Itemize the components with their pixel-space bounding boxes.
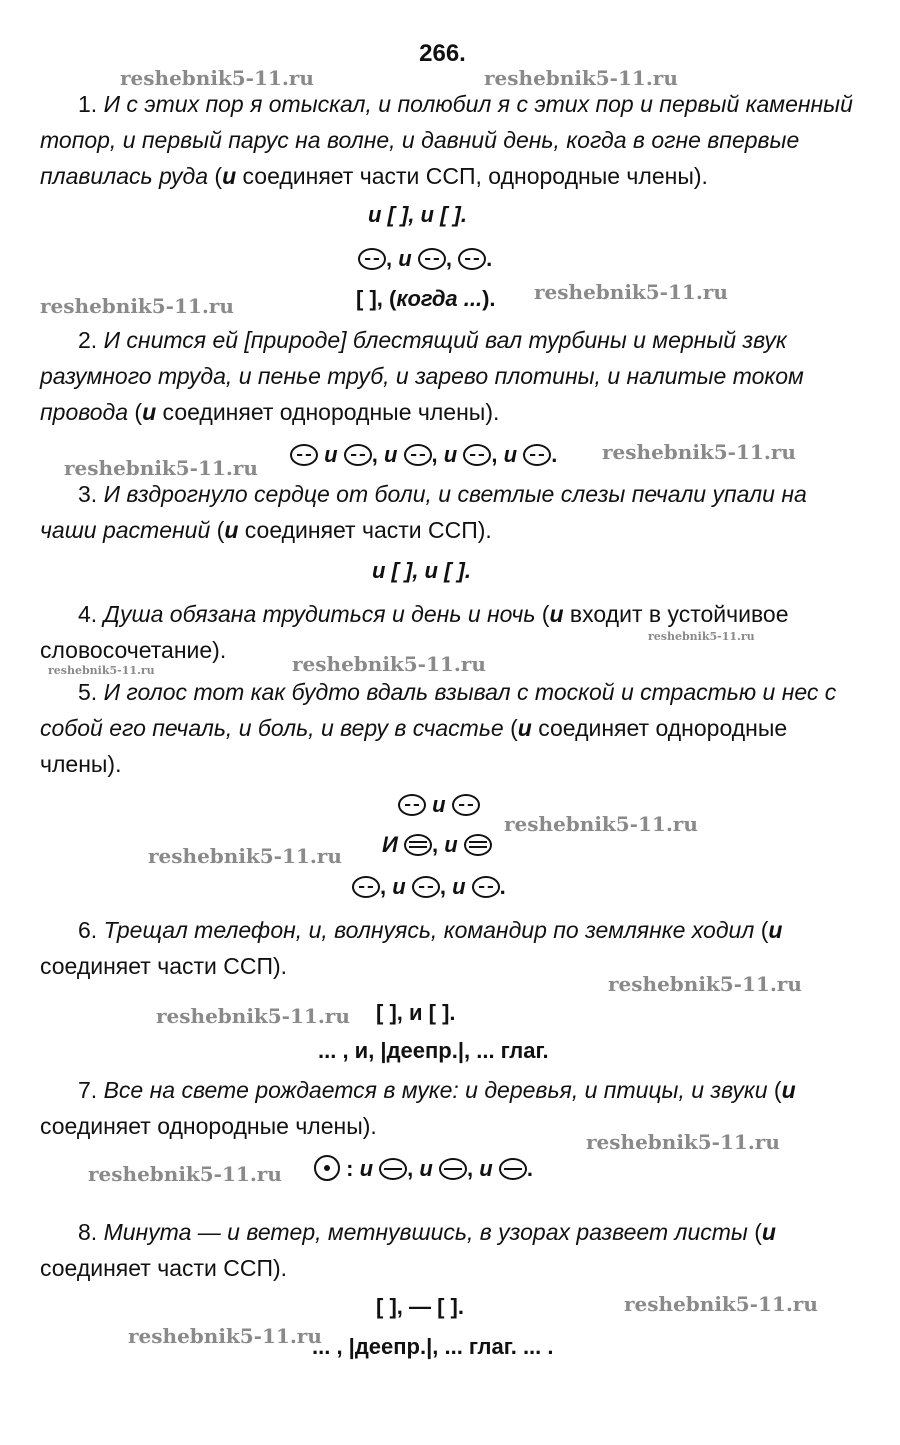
sentence-number: 7.	[78, 1077, 98, 1103]
note-open: (	[208, 163, 223, 189]
oval-dashed	[418, 248, 446, 270]
scheme-2-ovals: и , и , и , и .	[290, 440, 557, 470]
sentence-3	[40, 476, 855, 548]
oval-double-line	[404, 834, 432, 856]
note-text: соединяет однородные члены).	[40, 1113, 377, 1139]
oval-dashed	[472, 876, 500, 898]
sentence-number: 1.	[78, 91, 98, 117]
oval-dashed	[458, 248, 486, 270]
watermark: reshebnik5-11.ru	[64, 456, 258, 480]
watermark: reshebnik5-11.ru	[504, 812, 698, 836]
watermark: reshebnik5-11.ru	[292, 652, 486, 676]
watermark: reshebnik5-11.ru	[128, 1324, 322, 1348]
scheme-1-ovals: , и , .	[358, 244, 492, 274]
note-conj: и	[222, 163, 237, 189]
watermark: reshebnik5-11.ru	[484, 66, 678, 90]
watermark: reshebnik5-11.ru	[624, 1292, 818, 1316]
note-conj: и	[517, 715, 532, 741]
sentence-text: Все на свете рождается в муке: и деревья, и птицы, и звуки	[103, 1077, 768, 1103]
watermark: reshebnik5-11.ru	[648, 630, 755, 643]
watermark: reshebnik5-11.ru	[120, 66, 314, 90]
oval-dashed	[352, 876, 380, 898]
oval-dashed	[344, 444, 372, 466]
sentence-number: 5.	[78, 679, 98, 705]
scheme-5-top: и	[398, 790, 480, 820]
watermark: reshebnik5-11.ru	[48, 664, 155, 677]
sentence-text: И снится ей [природе] блестящий вал турбины и мерный звук разумного труда, и пенье труб, и зарево плотины, и налитые током провода	[40, 327, 804, 425]
note-text: входит в устойчивое словосочетание).	[40, 601, 789, 663]
sentence-4	[40, 596, 855, 668]
note-conj: и	[768, 917, 783, 943]
note-open: (	[747, 1219, 762, 1245]
sentence-number: 8.	[78, 1219, 98, 1245]
scheme-1-brackets: и [ ], и [ ].	[368, 202, 467, 227]
note-open: (	[754, 917, 769, 943]
watermark: reshebnik5-11.ru	[586, 1130, 780, 1154]
watermark: reshebnik5-11.ru	[88, 1162, 282, 1186]
general-word-circle-icon	[314, 1155, 340, 1181]
note-text: соединяет части ССП).	[40, 953, 288, 979]
sentence-text: Душа обязана трудиться и день и ночь	[103, 601, 536, 627]
sentence-number: 3.	[78, 481, 98, 507]
oval-subject	[439, 1158, 467, 1180]
note-conj: и	[224, 517, 239, 543]
watermark: reshebnik5-11.ru	[534, 280, 728, 304]
note-text: соединяет части ССП, однородные члены).	[236, 163, 708, 189]
sentence-text: Минута — и ветер, метнувшись, в узорах развеет листы	[103, 1219, 748, 1245]
exercise-number: 266.	[419, 40, 466, 67]
oval-dashed	[404, 444, 432, 466]
scheme-8-structure: ... , |деепр.|, ... глаг. ... .	[312, 1334, 554, 1359]
watermark: reshebnik5-11.ru	[156, 1004, 350, 1028]
sentence-7	[40, 1072, 855, 1144]
note-open: (	[128, 399, 143, 425]
note-conj: и	[781, 1077, 796, 1103]
oval-dashed	[358, 248, 386, 270]
sentence-text: И вздрогнуло сердце от боли, и светлые слезы печали упали на чаши растений	[40, 481, 807, 543]
note-open: (	[767, 1077, 782, 1103]
watermark: reshebnik5-11.ru	[40, 294, 234, 318]
oval-dashed	[398, 794, 426, 816]
note-open: (	[210, 517, 225, 543]
oval-double-line	[464, 834, 492, 856]
sentence-text: И с этих пор я отыскал, и полюбил я с этих пор и первый каменный топор, и первый парус на волне, и давний день, когда в огне впервые плавилась руда	[40, 91, 853, 189]
sentence-number: 4.	[78, 601, 98, 627]
scheme-6-brackets: [ ], и [ ].	[376, 1000, 456, 1025]
oval-dashed	[412, 876, 440, 898]
note-open: (	[535, 601, 550, 627]
sentence-6	[40, 912, 855, 984]
sentence-1	[40, 86, 855, 194]
note-text: соединяет однородные члены).	[156, 399, 500, 425]
sentence-number: 2.	[78, 327, 98, 353]
note-open: (	[503, 715, 518, 741]
sentence-text: Трещал телефон, и, волнуясь, командир по землянке ходил	[103, 917, 755, 943]
scheme-3-brackets: и [ ], и [ ].	[372, 558, 471, 583]
sentence-5	[40, 674, 855, 782]
oval-subject	[379, 1158, 407, 1180]
scheme-8-brackets: [ ], — [ ].	[376, 1294, 464, 1319]
scheme-1-clause: [ ], (когда ...).	[356, 286, 496, 311]
watermark: reshebnik5-11.ru	[608, 972, 802, 996]
scheme-6-structure: ... , и, |деепр.|, ... глаг.	[318, 1038, 549, 1063]
oval-dashed	[463, 444, 491, 466]
scheme-5-bottom: , и , и .	[352, 872, 506, 902]
sentence-text: И голос тот как будто вдаль взывал с тоской и страстью и нес с собой его печаль, и боль, и веру в счастье	[40, 679, 837, 741]
sentence-8	[40, 1214, 855, 1286]
note-text: соединяет части ССП).	[40, 1255, 288, 1281]
note-conj: и	[761, 1219, 776, 1245]
oval-dashed	[523, 444, 551, 466]
watermark: reshebnik5-11.ru	[602, 440, 796, 464]
scheme-5-middle: И , и	[382, 830, 492, 860]
sentence-number: 6.	[78, 917, 98, 943]
note-text: соединяет части ССП).	[238, 517, 492, 543]
note-conj: и	[549, 601, 564, 627]
note-text: соединяет однородные члены).	[40, 715, 788, 777]
sentence-2	[40, 322, 855, 430]
scheme-7-ovals: : и , и , и .	[314, 1154, 533, 1184]
watermark: reshebnik5-11.ru	[148, 844, 342, 868]
note-conj: и	[142, 399, 157, 425]
oval-dashed	[290, 444, 318, 466]
oval-dashed	[452, 794, 480, 816]
oval-subject	[499, 1158, 527, 1180]
